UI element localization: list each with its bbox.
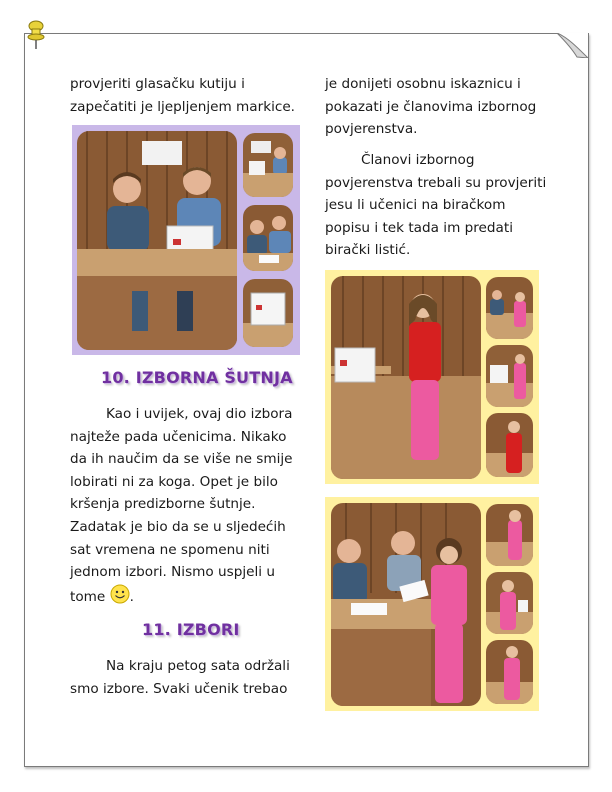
text-line: povjerenstva. (325, 121, 418, 138)
text-line: Na kraju petog sata održali (106, 658, 290, 674)
photo-collage-yellow-2 (325, 497, 539, 711)
col1-top-text (70, 73, 300, 118)
heading-izborna-sutnja: 10. IZBORNA ŠUTNJA (101, 368, 293, 387)
photo-small-3 (243, 279, 293, 347)
text-line: da ih naučim da se više ne smije (70, 451, 293, 468)
photo-small-4 (486, 277, 533, 339)
text-line: Kao i uvijek, ovaj dio izbora (106, 406, 293, 422)
text-line: lobirati ni za koga. Opet je bilo (70, 473, 278, 490)
col2-para (325, 149, 565, 262)
text-line: kršenja predizborne šutnje. (70, 496, 256, 513)
page-curl-icon (557, 33, 588, 58)
para-izbori (70, 655, 310, 700)
para-izborna-sutnja (70, 403, 310, 608)
text-line: pokazati je članovima izbornog (325, 98, 537, 115)
text-line: jesu li učenici na biračkom (325, 197, 506, 214)
text-line-last (70, 584, 310, 609)
text-line: smo izbore. Svaki učenik trebao (70, 680, 288, 697)
photo-small-7 (486, 504, 533, 566)
smiley-icon (110, 584, 130, 604)
text-line: popisu i tek tada im predati (325, 219, 513, 236)
text-line: je donijeti osobnu iskaznicu i (325, 76, 521, 92)
photo-small-9 (486, 640, 533, 704)
text-fragment: tome (70, 588, 106, 605)
text-fragment: . (129, 588, 134, 605)
photo-girl-ballot-box (331, 276, 481, 479)
pushpin-icon (26, 20, 46, 50)
photo-commission-ballot (331, 503, 481, 706)
text-line: sat vremena ne spomenu niti (70, 541, 270, 558)
text-line: povjerenstva trebali su provjeriti (325, 174, 547, 191)
photo-collage-purple (72, 125, 300, 355)
heading-izbori: 11. IZBORI (142, 620, 240, 639)
text-line: najteže pada učenicima. Nikako (70, 428, 287, 445)
text-line: zapečatiti je ljepljenjem markice. (70, 98, 296, 115)
col2-top-text (325, 73, 565, 141)
photo-small-1 (243, 133, 293, 197)
text-line: jednom izbori. Nismo uspjeli u (70, 564, 275, 581)
photo-small-6 (486, 413, 533, 477)
photo-small-8 (486, 572, 533, 634)
text-line: Članovi izbornog (361, 152, 475, 168)
photo-collage-yellow-1 (325, 270, 539, 484)
photo-small-5 (486, 345, 533, 407)
photo-students-ballot-box (77, 131, 237, 350)
photo-small-2 (243, 205, 293, 271)
text-line: provjeriti glasačku kutiju i (70, 76, 245, 92)
text-line: Zadatak je bio da se u sljedećih (70, 518, 286, 535)
text-line: birački listić. (325, 242, 411, 259)
